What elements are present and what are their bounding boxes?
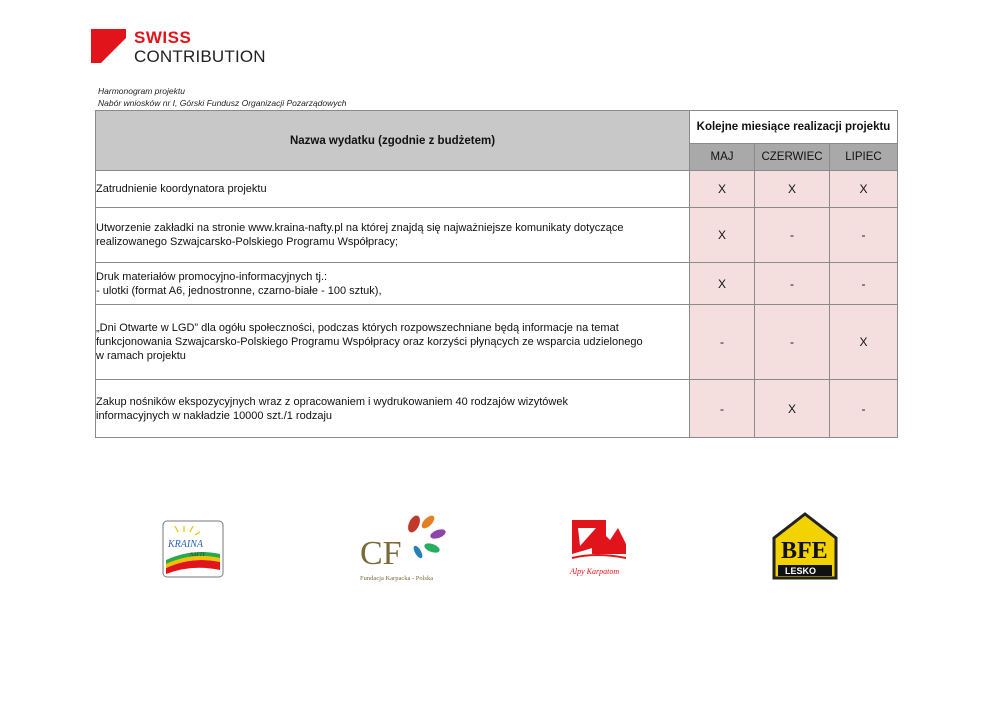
schedule-table xyxy=(95,110,898,438)
month-header: CZERWIEC xyxy=(755,144,830,171)
logo-line2: CONTRIBUTION xyxy=(134,47,266,66)
expense-name: Zakup nośników ekspozycyjnych wraz z opracowaniem i wydrukowaniem 40 rodzajów wizytówek informacyjnych w nakładzie 10000 szt./1 rodzaju xyxy=(96,380,690,438)
expense-name: Zatrudnienie koordynatora projektu xyxy=(96,171,690,208)
column-header-months: Kolejne miesiące realizacji projektu xyxy=(690,111,898,144)
alpy-karpatom-logo xyxy=(566,514,630,583)
month-mark: - xyxy=(830,263,898,305)
table-row xyxy=(96,263,898,305)
month-mark: - xyxy=(690,380,755,438)
month-mark: X xyxy=(830,305,898,380)
month-mark: X xyxy=(830,171,898,208)
table-row xyxy=(96,380,898,438)
month-mark: - xyxy=(830,208,898,263)
bfe-lesko-logo xyxy=(772,512,838,585)
bfe-mark: BFE xyxy=(781,538,828,564)
month-header: MAJ xyxy=(690,144,755,171)
table-row xyxy=(96,208,898,263)
document-meta xyxy=(98,85,347,109)
fundacja-karpacka-logo xyxy=(358,512,450,589)
table-row xyxy=(96,305,898,380)
month-mark: - xyxy=(755,263,830,305)
document-title: Harmonogram projektu xyxy=(98,86,185,96)
month-mark: - xyxy=(755,208,830,263)
column-header-name: Nazwa wydatku (zgodnie z budżetem) xyxy=(96,111,690,171)
cf-mark: CF xyxy=(360,535,402,572)
month-mark: X xyxy=(690,208,755,263)
alpy-caption: Alpy Karpatom xyxy=(570,567,620,576)
swiss-contribution-logo xyxy=(91,29,266,65)
expense-name: Druk materiałów promocyjno-informacyjnych tj.: - ulotki (format A6, jednostronne, czarno-białe - 100 sztuk), xyxy=(96,263,690,305)
month-mark: - xyxy=(690,305,755,380)
expense-name: Utworzenie zakładki na stronie www.kraina-nafty.pl na której znajdą się najważniejsze komunikaty dotyczące realizowanego Szwajcarsko-Polskiego Programu Współpracy; xyxy=(96,208,690,263)
bfe-caption: LESKO xyxy=(785,566,817,576)
kraina-nafty-logo xyxy=(162,520,224,583)
month-mark: X xyxy=(690,263,755,305)
month-header: LIPIEC xyxy=(830,144,898,171)
month-mark: X xyxy=(690,171,755,208)
month-mark: X xyxy=(755,171,830,208)
table-row xyxy=(96,171,898,208)
kraina-text: KRAINA xyxy=(168,539,203,550)
document-subtitle: Nabór wniosków nr I, Górski Fundusz Organizacji Pozarządowych xyxy=(98,98,347,108)
kraina-sub-text: NAFTY xyxy=(190,553,206,558)
month-mark: X xyxy=(755,380,830,438)
cf-caption: Fundacja Karpacka - Polska xyxy=(360,575,434,582)
month-mark: - xyxy=(830,380,898,438)
logo-arrow-icon xyxy=(91,29,126,63)
logo-line1: SWISS xyxy=(134,28,192,47)
month-mark: - xyxy=(755,305,830,380)
expense-name: „Dni Otwarte w LGD” dla ogółu społeczności, podczas których rozpowszechniane będą informacje na temat funkcjonowania Szwajcarsko-Polskiego Programu Współpracy oraz korzyści płynących ze wsparcia udzielonego w ramach projektu xyxy=(96,305,690,380)
